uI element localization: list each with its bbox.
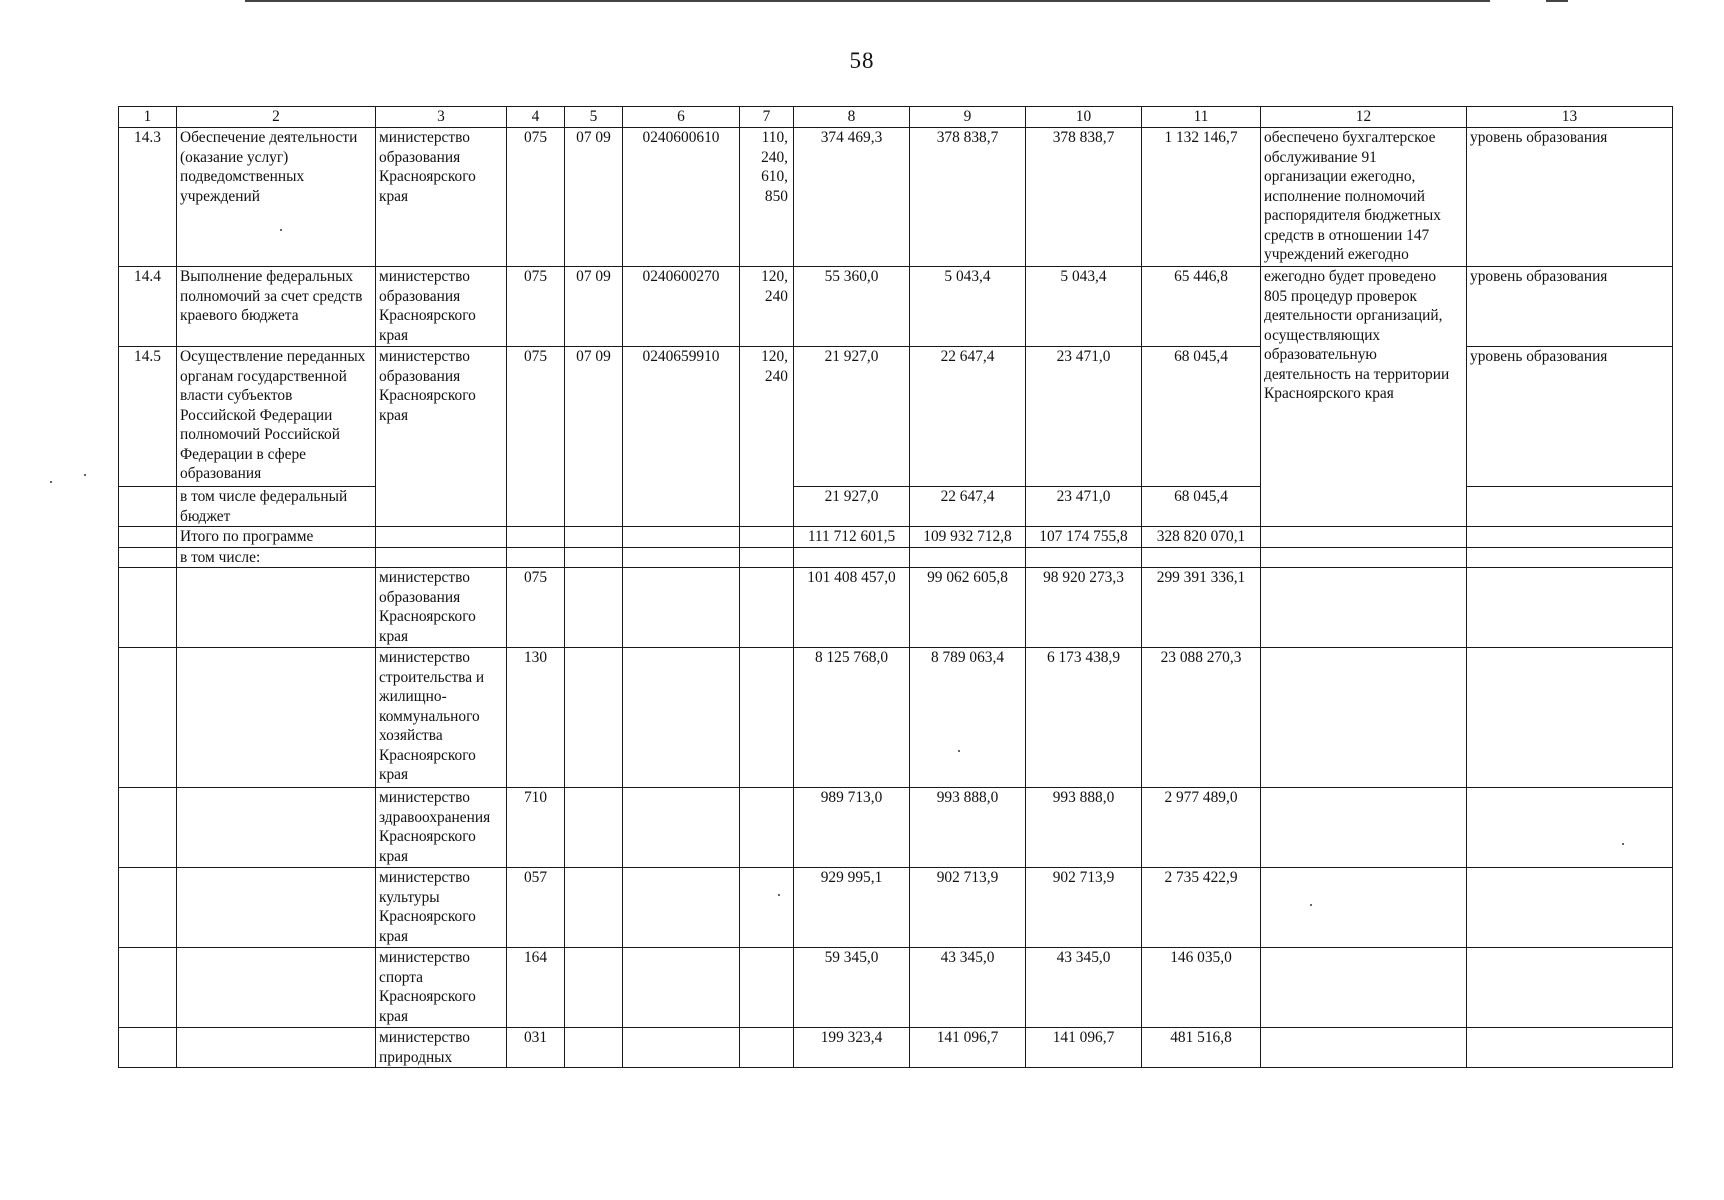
scan-speck (1310, 904, 1312, 906)
value-year3: 993 888,0 (1026, 788, 1142, 868)
value-total: 2 735 422,9 (1142, 868, 1261, 948)
value-year1: 55 360,0 (794, 267, 910, 347)
column-header: 3 (376, 107, 507, 128)
ministry-name: министерство образования Красноярского края (376, 267, 507, 347)
value-year3: 43 345,0 (1026, 948, 1142, 1028)
value-year2: 99 062 605,8 (910, 568, 1026, 648)
row-number: 14.5 (119, 347, 177, 487)
target-code: 0240600270 (623, 267, 740, 347)
value-total: 65 446,8 (1142, 267, 1261, 347)
ministry-row (119, 788, 1673, 868)
value-year3: 5 043,4 (1026, 267, 1142, 347)
scan-speck (1622, 843, 1624, 845)
value-total: 68 045,4 (1142, 347, 1261, 487)
scan-speck (84, 474, 86, 476)
value-year3: 902 713,9 (1026, 868, 1142, 948)
target-code: 0240600610 (623, 128, 740, 267)
column-header: 1 (119, 107, 177, 128)
section-code: 07 09 (565, 128, 623, 267)
value-total: 2 977 489,0 (1142, 788, 1261, 868)
column-header: 4 (507, 107, 565, 128)
value-year1: 199 323,4 (794, 1028, 910, 1068)
ministry-name: министерство образования Красноярского края (376, 568, 507, 648)
column-header: 11 (1142, 107, 1261, 128)
column-header: 9 (910, 107, 1026, 128)
ministry-code: 075 (507, 267, 565, 347)
top-border-line-end (1546, 0, 1568, 2)
value-total: 328 820 070,1 (1142, 527, 1261, 548)
value-total: 146 035,0 (1142, 948, 1261, 1028)
ministry-row (119, 648, 1673, 788)
including-label: в том числе: (177, 547, 376, 568)
expense-type-codes: 110, 240, 610, 850 (740, 128, 794, 267)
ministry-name: министерство спорта Красноярского края (376, 948, 507, 1028)
value-year2: 22 647,4 (910, 487, 1026, 527)
value-year2: 993 888,0 (910, 788, 1026, 868)
row-number: 14.3 (119, 128, 177, 267)
value-year1: 111 712 601,5 (794, 527, 910, 548)
value-year1: 989 713,0 (794, 788, 910, 868)
value-year1: 21 927,0 (794, 487, 910, 527)
value-year2: 22 647,4 (910, 347, 1026, 487)
value-year2: 109 932 712,8 (910, 527, 1026, 548)
ministry-code: 164 (507, 948, 565, 1028)
ministry-code: 057 (507, 868, 565, 948)
value-year1: 374 469,3 (794, 128, 910, 267)
ministry-name: министерство строительства и жилищно-коммунального хозяйства Красноярского края (376, 648, 507, 788)
ministry-name: министерство здравоохранения Красноярского края (376, 788, 507, 868)
total-label: Итого по программе (177, 527, 376, 548)
value-year3: 107 174 755,8 (1026, 527, 1142, 548)
top-border-line (245, 0, 1490, 2)
value-total: 23 088 270,3 (1142, 648, 1261, 788)
value-total: 299 391 336,1 (1142, 568, 1261, 648)
column-header: 13 (1467, 107, 1673, 128)
expense-type-codes: 120, 240 (740, 347, 794, 527)
scan-speck (958, 750, 960, 752)
value-year3: 23 471,0 (1026, 487, 1142, 527)
ministry-code: 075 (507, 128, 565, 267)
table-row (119, 128, 1673, 267)
ministry-row (119, 1028, 1673, 1068)
row-number: 14.4 (119, 267, 177, 347)
activity-name: Осуществление переданных органам государственной власти субъектов Российской Федерации полномочий Российской Федерации в сфере образования (177, 347, 376, 487)
ministry-code: 075 (507, 347, 565, 527)
value-year3: 378 838,7 (1026, 128, 1142, 267)
including-row (119, 547, 1673, 568)
value-year2: 5 043,4 (910, 267, 1026, 347)
ministry-row (119, 568, 1673, 648)
federal-budget-label: в том числе федеральный бюджет (177, 487, 376, 527)
ministry-row (119, 868, 1673, 948)
ministry-code: 710 (507, 788, 565, 868)
column-header: 7 (740, 107, 794, 128)
page-number: 58 (849, 48, 875, 73)
ministry-name: министерство образования Красноярского края (376, 347, 507, 527)
column-header: 5 (565, 107, 623, 128)
section-code: 07 09 (565, 267, 623, 347)
value-year2: 141 096,7 (910, 1028, 1026, 1068)
ministry-name: министерство природных (376, 1028, 507, 1068)
expected-result: ежегодно будет проведено 805 процедур проверок деятельности организаций, осуществляющих образовательную деятельность на территории Красноярского края (1261, 267, 1467, 527)
total-row (119, 527, 1673, 548)
scan-speck (778, 894, 780, 896)
value-total: 68 045,4 (1142, 487, 1261, 527)
column-header: 2 (177, 107, 376, 128)
expected-result: обеспечено бухгалтерское обслуживание 91 организации ежегодно, исполнение полномочий распорядителя бюджетных средств в отношении 147 учреждений ежегодно (1261, 128, 1467, 267)
column-header: 12 (1261, 107, 1467, 128)
scan-speck (280, 229, 282, 231)
value-year2: 378 838,7 (910, 128, 1026, 267)
value-year3: 23 471,0 (1026, 347, 1142, 487)
ministry-code: 031 (507, 1028, 565, 1068)
indicator-level: уровень образования (1467, 128, 1673, 267)
activity-name: Выполнение федеральных полномочий за счет средств краевого бюджета (177, 267, 376, 347)
column-header: 8 (794, 107, 910, 128)
column-header: 6 (623, 107, 740, 128)
budget-table (118, 106, 1673, 1068)
activity-name: Обеспечение деятельности (оказание услуг) подведомственных учреждений (177, 128, 376, 267)
value-year3: 98 920 273,3 (1026, 568, 1142, 648)
scan-speck (50, 481, 52, 483)
value-year1: 21 927,0 (794, 347, 910, 487)
value-year2: 43 345,0 (910, 948, 1026, 1028)
value-year2: 902 713,9 (910, 868, 1026, 948)
ministry-row (119, 948, 1673, 1028)
value-year1: 59 345,0 (794, 948, 910, 1028)
indicator-level: уровень образования (1467, 347, 1673, 487)
ministry-name: министерство образования Красноярского края (376, 128, 507, 267)
header-row (119, 107, 1673, 128)
value-year3: 141 096,7 (1026, 1028, 1142, 1068)
indicator-level: уровень образования (1467, 267, 1673, 347)
value-year1: 8 125 768,0 (794, 648, 910, 788)
table-row (119, 267, 1673, 347)
value-year1: 101 408 457,0 (794, 568, 910, 648)
value-year1: 929 995,1 (794, 868, 910, 948)
value-year3: 6 173 438,9 (1026, 648, 1142, 788)
expense-type-codes: 120, 240 (740, 267, 794, 347)
target-code: 0240659910 (623, 347, 740, 527)
ministry-name: министерство культуры Красноярского края (376, 868, 507, 948)
ministry-code: 075 (507, 568, 565, 648)
section-code: 07 09 (565, 347, 623, 527)
value-total: 481 516,8 (1142, 1028, 1261, 1068)
ministry-code: 130 (507, 648, 565, 788)
value-year2: 8 789 063,4 (910, 648, 1026, 788)
value-total: 1 132 146,7 (1142, 128, 1261, 267)
column-header: 10 (1026, 107, 1142, 128)
